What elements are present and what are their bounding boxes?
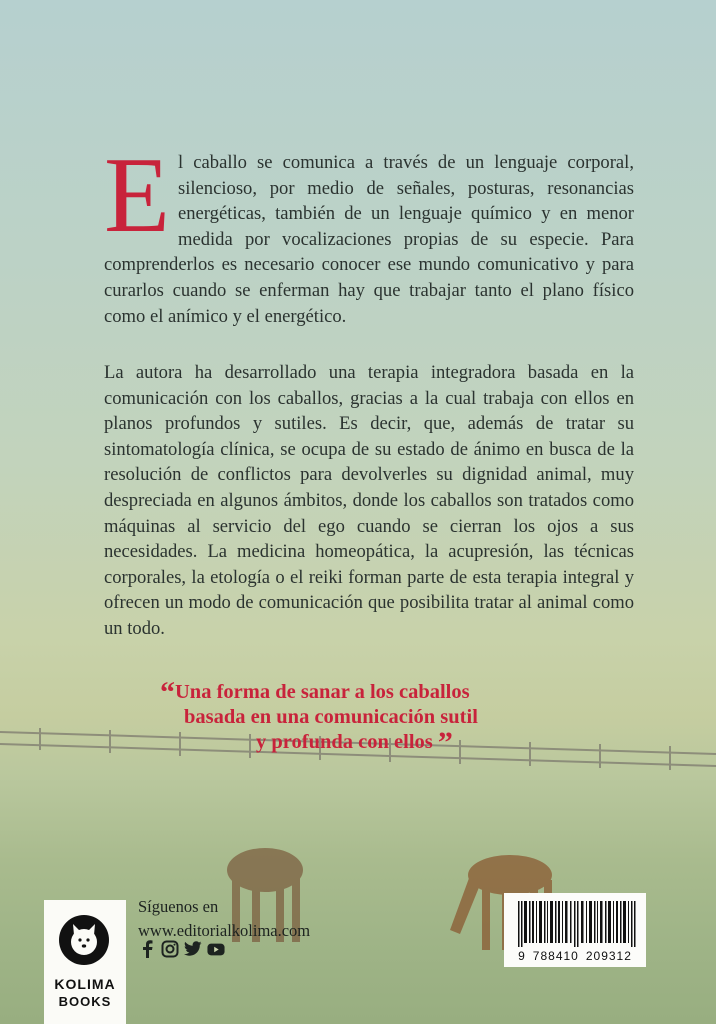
follow-label: Síguenos en	[138, 897, 219, 916]
website-link[interactable]: www.editorialkolima.com	[138, 921, 311, 940]
isbn-group-1: 788410	[532, 949, 579, 963]
quote-line-2: basada en una comunicación sutil	[184, 706, 478, 728]
publisher-name: KOLIMA	[54, 976, 116, 992]
isbn-number	[504, 949, 646, 963]
barcode-bars	[518, 901, 636, 947]
dog-logo-icon	[59, 915, 109, 965]
isbn-barcode	[504, 893, 646, 967]
isbn-group-2: 209312	[585, 949, 632, 963]
close-quote-mark: ”	[437, 726, 453, 759]
quote-line-3: y profunda con ellos ”	[256, 726, 453, 759]
instagram-icon[interactable]	[161, 940, 179, 958]
isbn-first-digit: 9	[518, 949, 526, 963]
paragraph-1-text: l caballo se comunica a través de un lenguaje corporal, silencioso, por medio de señales, posturas, resonancias energéticas, también de un lenguaje químico y en menor medida por vocalizaciones propias de su especie. Para comprenderlos es necesario conocer ese mundo comunicativo y para curarlos cuando se enferman hay que trabajar tanto el plano físico como el anímico y el energético.	[104, 152, 634, 327]
facebook-icon[interactable]	[138, 940, 156, 958]
publisher-sub: BOOKS	[58, 994, 112, 1009]
publisher-logo	[44, 900, 126, 1024]
follow-block	[138, 895, 310, 943]
youtube-icon[interactable]	[207, 940, 225, 958]
pull-quote	[160, 676, 600, 759]
description-paragraph-1	[104, 136, 634, 329]
social-icons	[138, 940, 225, 958]
twitter-icon[interactable]	[184, 940, 202, 958]
drop-cap: E	[104, 136, 170, 255]
description-paragraph-2: La autora ha desarrollado una terapia integradora basada en la comunicación con los caballos, gracias a la cual trabaja con ellos en planos profundos y sutiles. Es decir, que, además de tratar su sintomatología clínica, se ocupa de su estado de ánimo en busca de la resolución de conflictos para devolverles su dignidad animal, muy despreciada en algunos ámbitos, donde los caballos son tratados como máquinas al servicio del ego cuando se cierran los ojos a sus necesidades. La medicina homeopática, la acupresión, las técnicas corporales, la etología o el reiki forman parte de esta terapia integral y ofrecen un modo de comunicación que posibilita tratar al animal como un todo.	[104, 362, 634, 639]
open-quote-mark: “	[160, 676, 175, 709]
quote-line-1: “Una forma de sanar a los caballos	[160, 676, 470, 709]
